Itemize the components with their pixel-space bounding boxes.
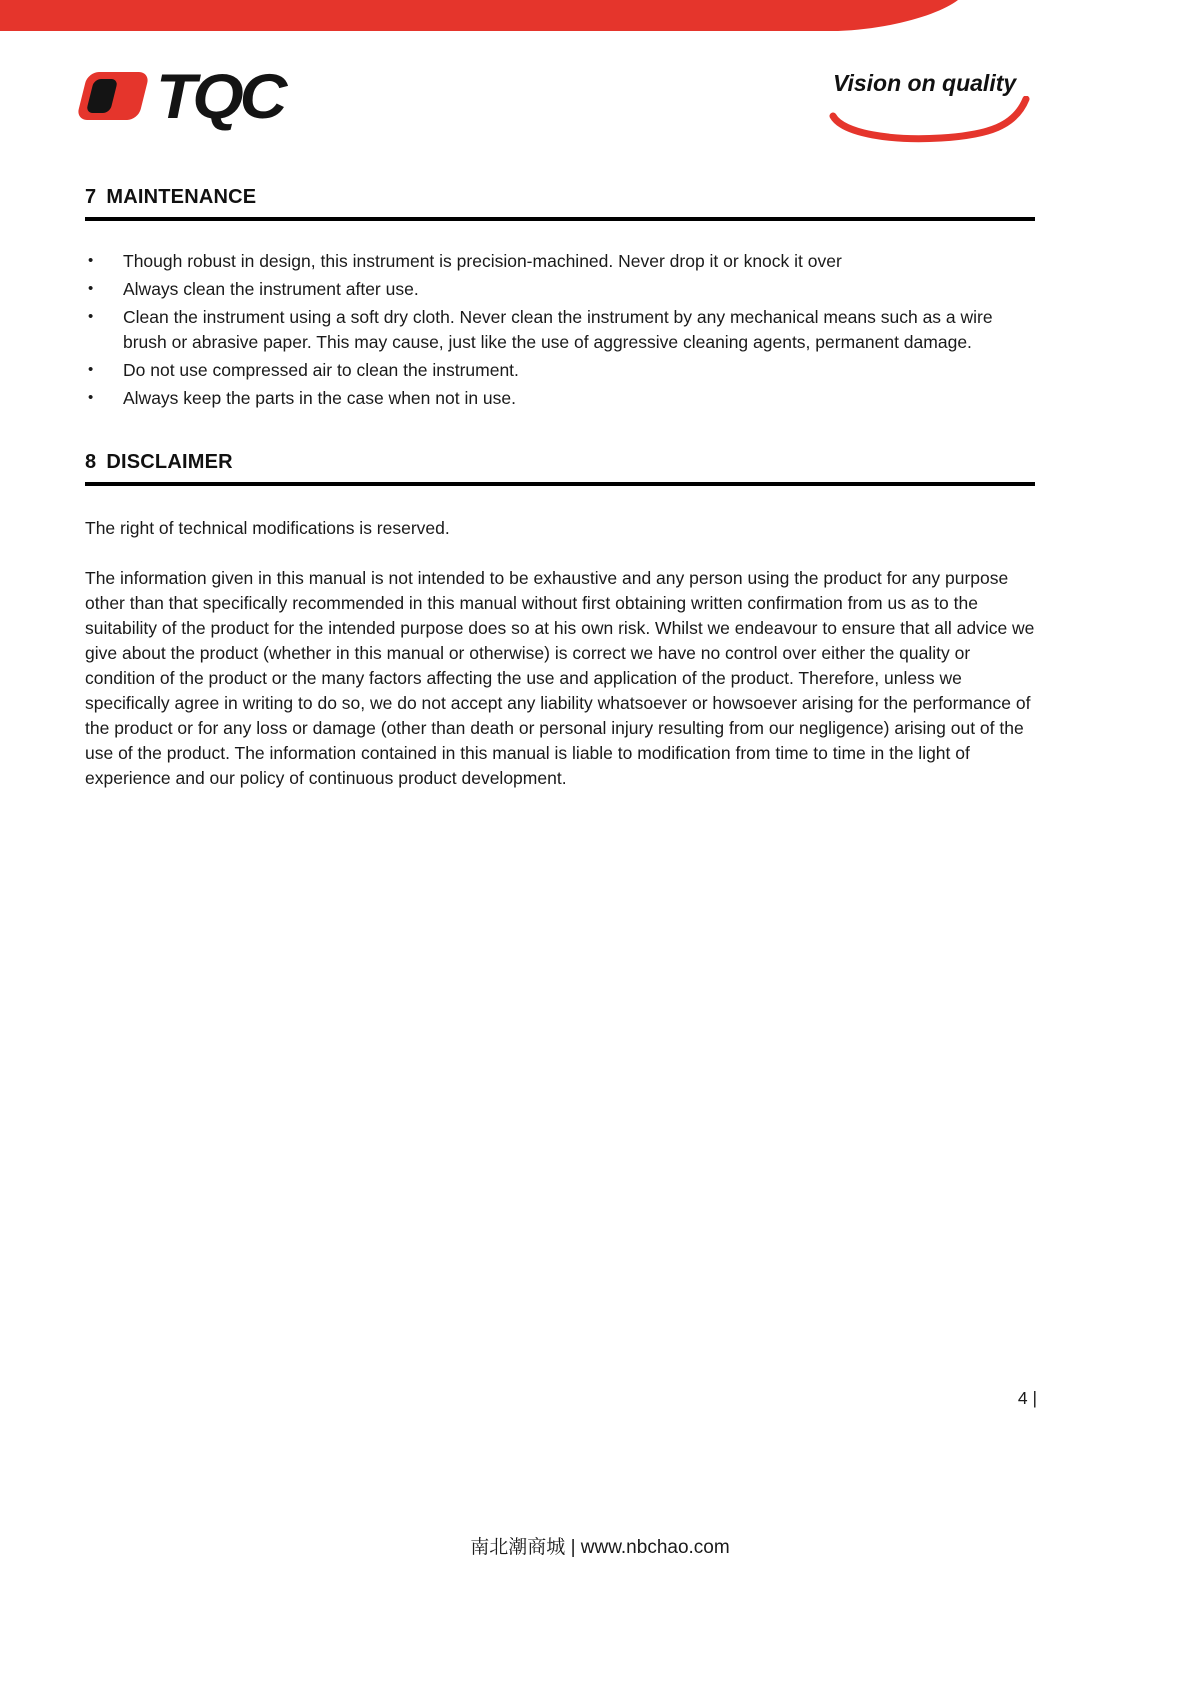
tagline-text: Vision on quality xyxy=(833,70,1017,96)
tqc-logo-icon-inner xyxy=(86,79,118,113)
list-item xyxy=(85,277,1035,302)
tqc-logo-text: TQC xyxy=(156,60,284,132)
list-item xyxy=(85,305,1035,355)
section-number: 7 xyxy=(85,186,97,208)
disclaimer-paragraph: The information given in this manual is not intended to be exhaustive and any person using the product for any purpose other than that specifically recommended in this manual without first obtaining written confirmation from us as to the suitability of the product for the intended purpose does so at his own risk. Whilst we endeavour to ensure that all advice we give about the product (whether in this manual or otherwise) is correct we have no control over either the quality or condition of the product or the many factors affecting the use and application of the product. Therefore, unless we specifically agree in writing to do so, we do not accept any liability whatsoever or howsoever arising for the performance of the product or for any loss or damage (other than death or personal injury resulting from our negligence) arising out of the use of the product. The information contained in this manual is liable to modification from time to time in the light of experience and our policy of continuous product development. xyxy=(85,568,1035,788)
section-number: 8 xyxy=(85,451,97,473)
top-red-banner xyxy=(0,0,1200,36)
list-item xyxy=(85,358,1035,383)
bullet-text: Though robust in design, this instrument is precision-machined. Never drop it or knock it over xyxy=(123,251,842,271)
section-maintenance xyxy=(85,186,1035,411)
bullet-icon: • xyxy=(88,308,94,325)
bullet-text: Always clean the instrument after use. xyxy=(123,279,419,299)
section-heading-disclaimer xyxy=(85,451,1035,486)
maintenance-bullet-list xyxy=(85,249,1035,411)
disclaimer-paragraph: The right of technical modifications is reserved. xyxy=(85,518,450,538)
bullet-icon: • xyxy=(88,389,94,406)
footer-text: 南北潮商城 | www.nbchao.com xyxy=(470,1537,730,1558)
section-disclaimer xyxy=(85,451,1035,791)
section-title: DISCLAIMER xyxy=(106,451,233,473)
tagline-swoosh-icon xyxy=(829,96,1034,160)
tagline xyxy=(833,70,1033,160)
bullet-icon: • xyxy=(88,280,94,297)
section-title: MAINTENANCE xyxy=(106,186,257,208)
list-item xyxy=(85,386,1035,411)
bullet-text: Clean the instrument using a soft dry cloth. Never clean the instrument by any mechanical means such as a wire brush or abrasive paper. This may cause, just like the use of aggressive cleaning agents, permanent damage. xyxy=(123,307,993,352)
list-item xyxy=(85,249,1035,274)
tqc-logo xyxy=(82,60,284,132)
bullet-text: Always keep the parts in the case when not in use. xyxy=(123,388,517,408)
page-number: 4 | xyxy=(1017,1388,1037,1408)
content xyxy=(85,186,1035,791)
bullet-icon: • xyxy=(88,361,94,378)
bullet-icon: • xyxy=(88,252,94,269)
bullet-text: Do not use compressed air to clean the instrument. xyxy=(123,360,519,380)
section-heading-maintenance xyxy=(85,186,1035,221)
tqc-logo-icon xyxy=(76,72,150,120)
